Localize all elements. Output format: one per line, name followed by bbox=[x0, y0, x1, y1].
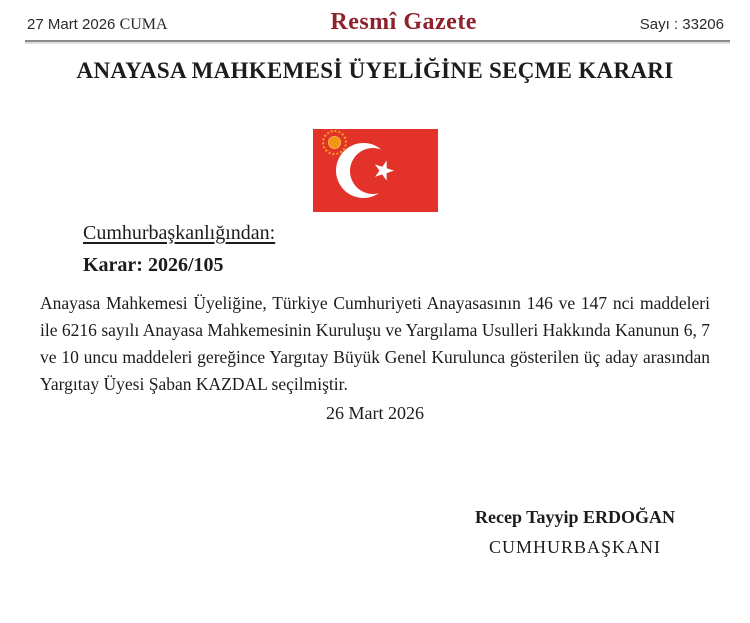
gazette-title: Resmî Gazete bbox=[330, 9, 477, 35]
sun-core-icon bbox=[329, 137, 340, 148]
header-divider bbox=[25, 40, 730, 42]
issuing-authority: Cumhurbaşkanlığından: bbox=[83, 222, 276, 244]
issue-weekday: CUMA bbox=[119, 16, 168, 33]
document-title: ANAYASA MAHKEMESİ ÜYELİĞİNE SEÇME KARARI bbox=[76, 58, 674, 83]
issue-date-text: 27 Mart 2026 bbox=[27, 16, 116, 33]
turkish-presidential-flag-icon bbox=[313, 129, 438, 212]
signatory-title: CUMHURBAŞKANI bbox=[488, 537, 662, 557]
issue-date bbox=[27, 16, 168, 34]
decision-date: 26 Mart 2026 bbox=[326, 403, 424, 423]
decision-number: Karar: 2026/105 bbox=[83, 254, 224, 276]
signature-block bbox=[400, 505, 750, 559]
decision-body: Anayasa Mahkemesi Üyeliğine, Türkiye Cumhuriyeti Anayasasının 146 ve 147 nci maddeleri ile 6216 sayılı Anayasa Mahkemesinin Kuruluşu ve Yargılama Usulleri Hakkında Kanunun 6, 7 ve 10 uncu maddeleri gereğince Yargıtay Büyük Genel Kurulunca gösterilen üç aday arasından Yargıtay Üyesi Şaban KAZDAL seçilmiştir. bbox=[40, 293, 710, 394]
masthead bbox=[0, 0, 750, 35]
signatory-name: Recep Tayyip ERDOĞAN bbox=[474, 507, 676, 527]
issue-number: Sayı : 33206 bbox=[639, 16, 724, 33]
